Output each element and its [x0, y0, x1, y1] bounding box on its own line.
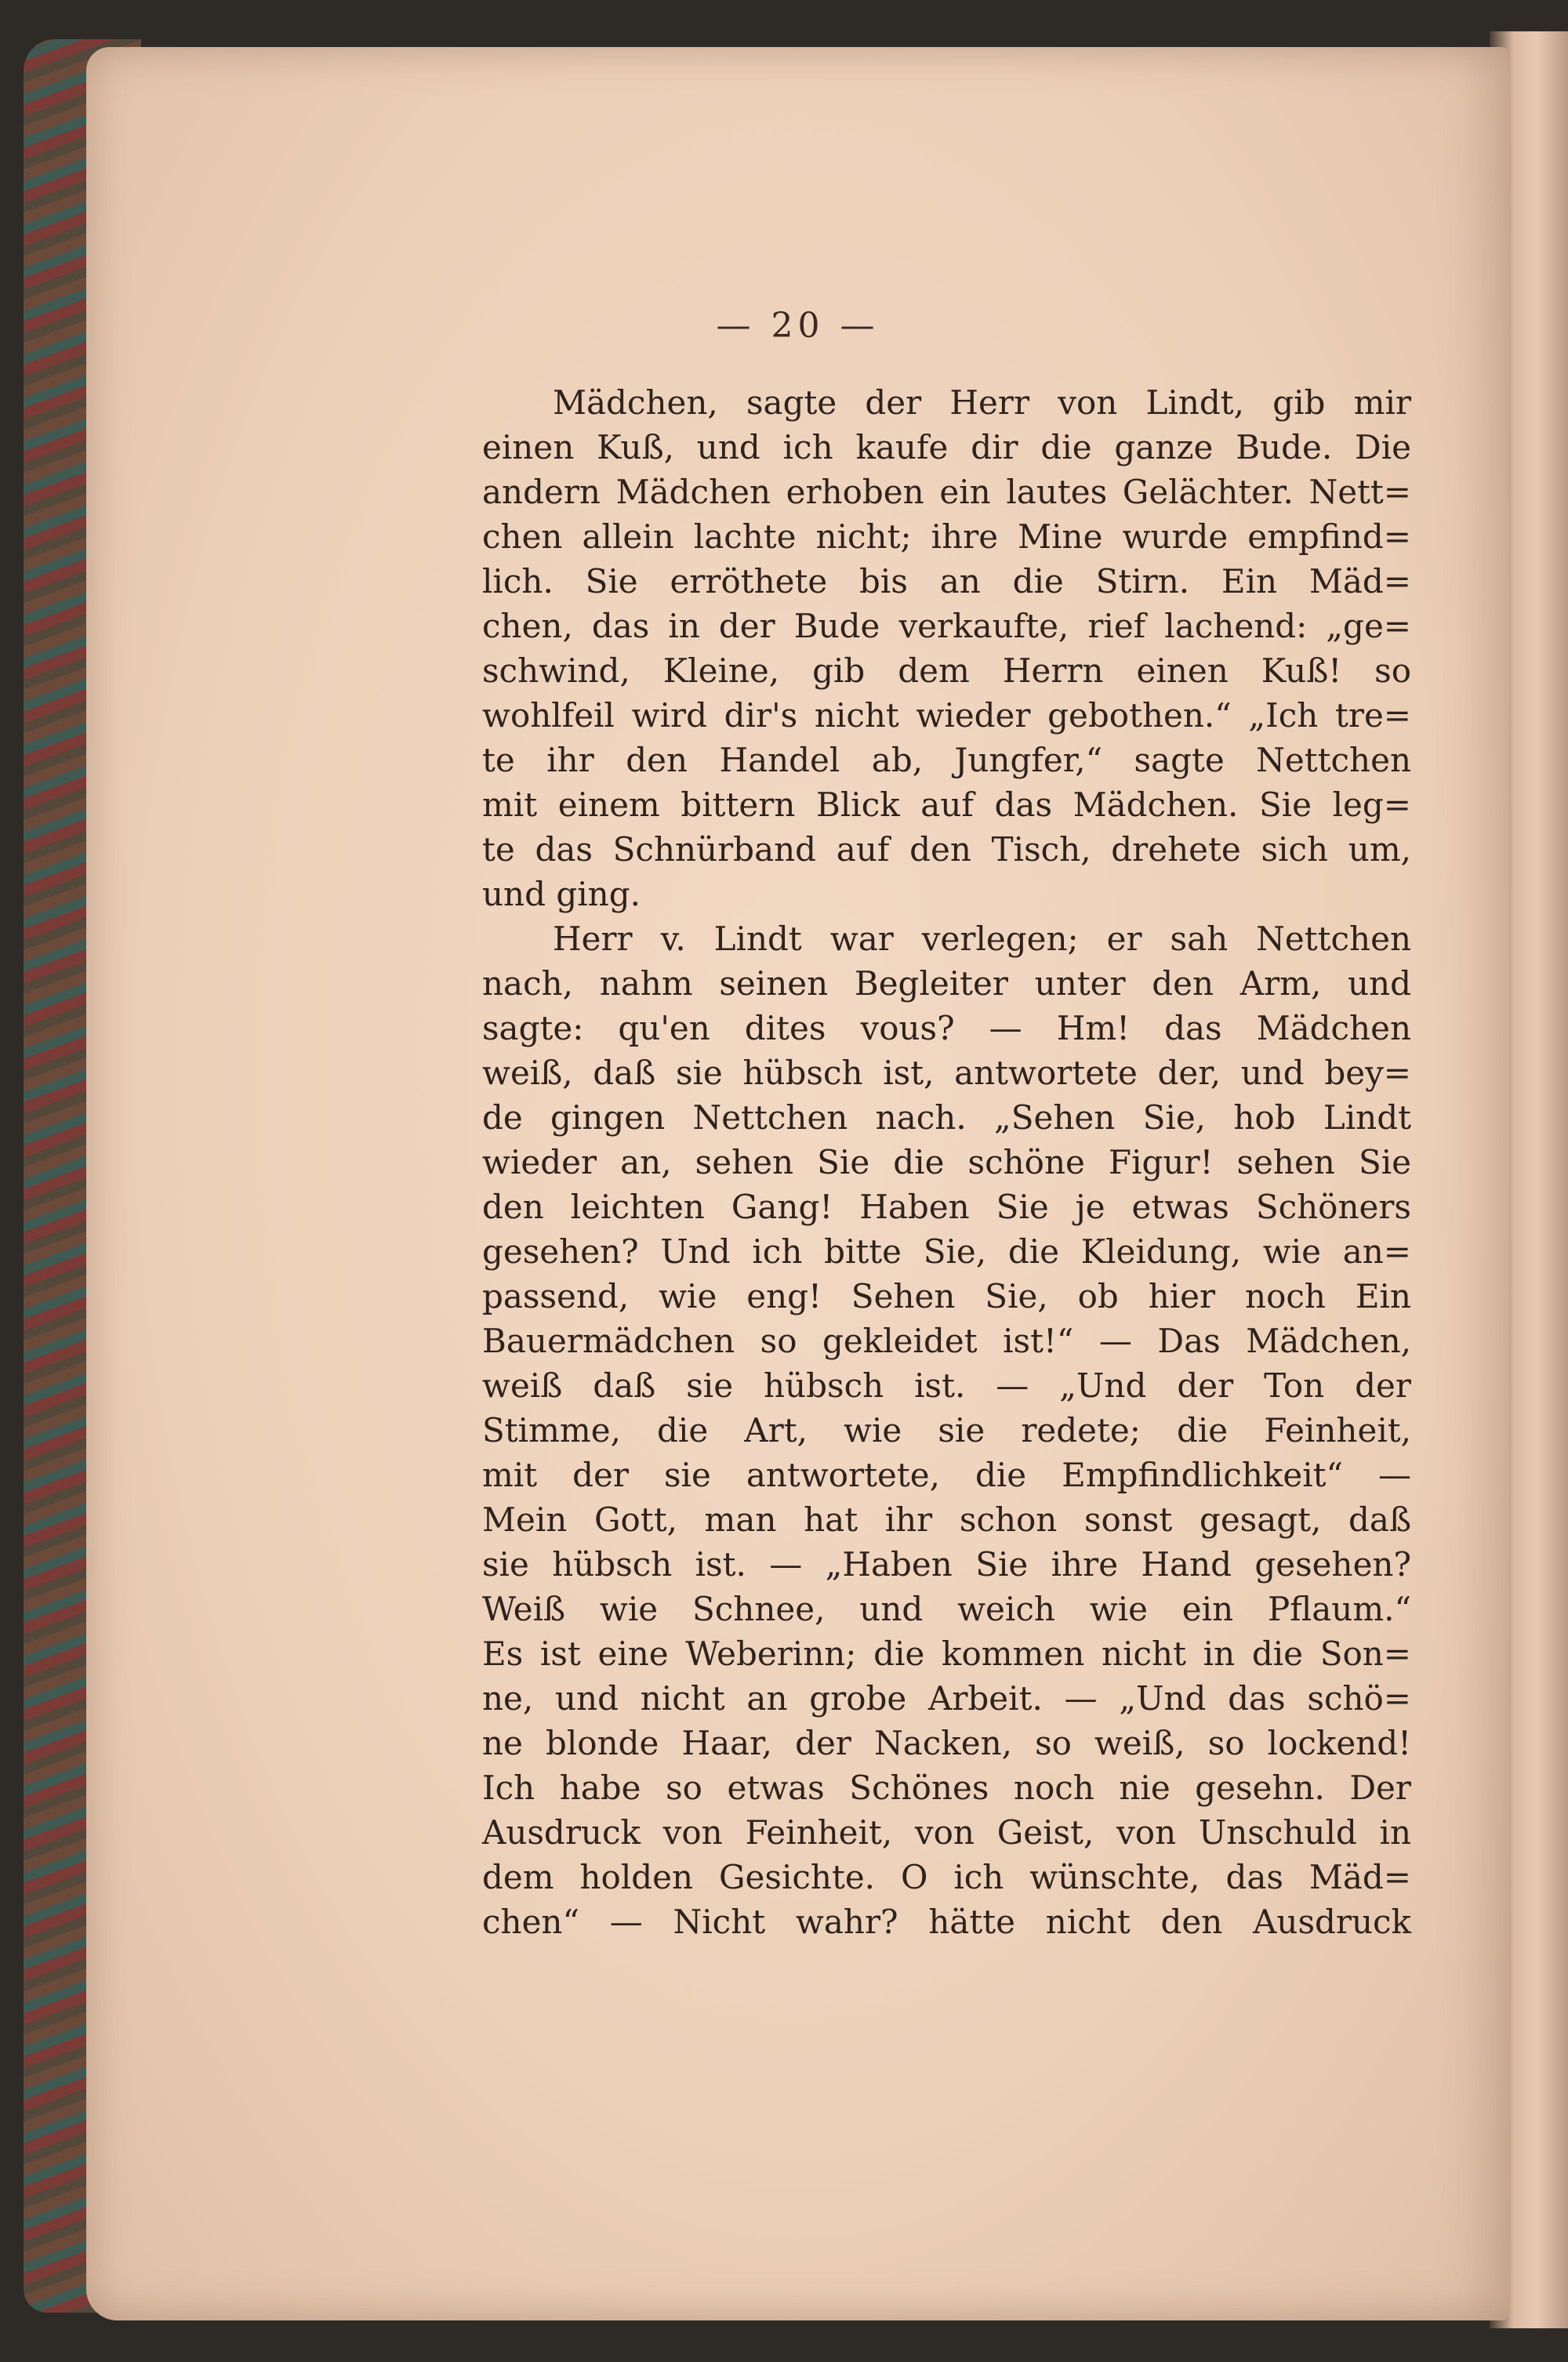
text-line: chen“ — Nicht wahr? hätte nicht den Ausdruck	[482, 1903, 1411, 1941]
book-page	[86, 47, 1509, 2320]
text-line: mit der sie antwortete, die Empfindlichkeit“ —	[482, 1456, 1411, 1494]
text-line: passend, wie eng! Sehen Sie, ob hier noch Ein	[482, 1277, 1411, 1315]
text-line: einen Kuß, und ich kaufe dir die ganze Bude. Die	[482, 428, 1411, 466]
text-line: chen allein lachte nicht; ihre Mine wurde empfind=	[482, 517, 1411, 556]
text-line: sie hübsch ist. — „Haben Sie ihre Hand gesehen?	[482, 1545, 1411, 1584]
text-line: dem holden Gesichte. O ich wünschte, das Mäd=	[482, 1858, 1411, 1896]
text-line: den leichten Gang! Haben Sie je etwas Schöners	[482, 1188, 1411, 1226]
body-text	[482, 380, 1411, 1944]
text-line: chen, das in der Bude verkaufte, rief lachend: „ge=	[482, 607, 1411, 645]
text-line: schwind, Kleine, gib dem Herrn einen Kuß! so	[482, 651, 1411, 690]
text-line: nach, nahm seinen Begleiter unter den Arm, und	[482, 964, 1411, 1003]
text-line: Stimme, die Art, wie sie redete; die Feinheit,	[482, 1411, 1411, 1449]
text-line: und ging.	[482, 875, 641, 913]
text-line: wohlfeil wird dir's nicht wieder gebothen.“ „Ich tre=	[482, 696, 1411, 735]
text-line: Ich habe so etwas Schönes noch nie gesehn. Der	[482, 1769, 1411, 1807]
text-line: Weiß wie Schnee, und weich wie ein Pflaum.“	[482, 1590, 1411, 1628]
text-line: gesehen? Und ich bitte Sie, die Kleidung, wie an=	[482, 1232, 1411, 1271]
text-line: Herr v. Lindt war verlegen; er sah Nettchen	[553, 920, 1411, 958]
text-line: wieder an, sehen Sie die schöne Figur! sehen Sie	[482, 1143, 1411, 1181]
text-line: te ihr den Handel ab, Jungfer,“ sagte Nettchen	[482, 741, 1411, 779]
text-line: Ausdruck von Feinheit, von Geist, von Unschuld in	[482, 1813, 1411, 1852]
text-line: Mein Gott, man hat ihr schon sonst gesagt, daß	[482, 1500, 1411, 1539]
text-line: de gingen Nettchen nach. „Sehen Sie, hob Lindt	[482, 1098, 1411, 1137]
text-line: ne, und nicht an grobe Arbeit. — „Und das schö=	[482, 1679, 1411, 1718]
text-line: weiß daß sie hübsch ist. — „Und der Ton der	[482, 1366, 1411, 1405]
text-line: Es ist eine Weberinn; die kommen nicht in die Son=	[482, 1635, 1411, 1673]
text-line: Mädchen, sagte der Herr von Lindt, gib mir	[553, 383, 1411, 422]
text-line: sagte: qu'en dites vous? — Hm! das Mädchen	[482, 1009, 1411, 1047]
text-line: weiß, daß sie hübsch ist, antwortete der, und bey=	[482, 1054, 1411, 1092]
text-line: te das Schnürband auf den Tisch, drehete sich um,	[482, 830, 1411, 869]
text-line: andern Mädchen erhoben ein lautes Gelächter. Nett=	[482, 473, 1411, 511]
text-line: lich. Sie erröthete bis an die Stirn. Ein Mäd=	[482, 562, 1411, 600]
page-number: — 20 —	[716, 306, 880, 346]
text-line: Bauermädchen so gekleidet ist!“ — Das Mädchen,	[482, 1322, 1411, 1360]
text-line: ne blonde Haar, der Nacken, so weiß, so lockend!	[482, 1724, 1411, 1762]
text-line: mit einem bittern Blick auf das Mädchen. Sie leg=	[482, 786, 1411, 824]
